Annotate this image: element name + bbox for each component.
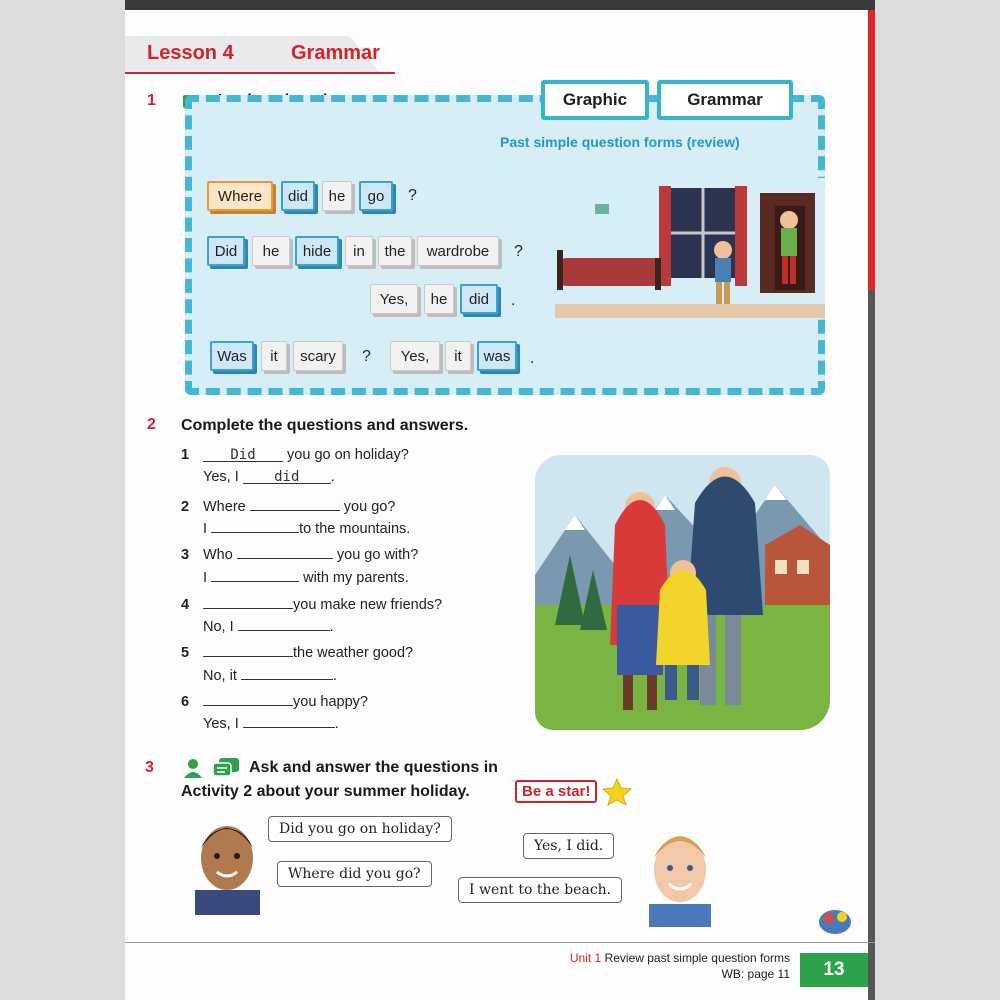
bedroom-illustration — [555, 178, 825, 318]
speech-bubble: Did you go on holiday? — [268, 816, 452, 842]
word-block: in — [345, 236, 373, 266]
grammar-subtitle: Past simple question forms (review) — [500, 134, 740, 150]
word-block: Where — [207, 181, 273, 211]
item-number: 1 — [181, 447, 190, 463]
answer-text: Yes, I — [203, 469, 239, 485]
speech-bubble: Yes, I did. — [523, 833, 614, 859]
question-mark: ? — [514, 243, 523, 260]
answer-text: I — [203, 570, 208, 586]
word-block: it — [261, 341, 287, 371]
question-text: the weather good? — [293, 645, 414, 661]
question-text: you go? — [343, 499, 396, 515]
answer-end: . — [330, 469, 335, 485]
question-text: Who — [203, 547, 233, 563]
ex1-number: 1 — [147, 92, 156, 109]
edge-tab-gray — [868, 290, 875, 1000]
answer-line — [203, 616, 334, 635]
lesson-number: Lesson 4 — [147, 42, 234, 64]
page-number: 13 — [800, 953, 868, 987]
footer-rule — [125, 942, 875, 943]
star-icon — [602, 778, 632, 806]
footer-workbook-ref: WB: page 11 — [721, 967, 790, 981]
footer-topic: Review past simple question forms — [604, 951, 790, 965]
ex3-instruction-line1: Ask and answer the questions in — [249, 759, 498, 776]
tab-graphic: Graphic — [541, 80, 649, 120]
item-number: 2 — [181, 499, 190, 515]
answer-blank[interactable] — [211, 567, 299, 582]
question-line — [181, 691, 368, 710]
word-block: did — [281, 181, 315, 211]
question-text: you go with? — [336, 547, 419, 563]
word-block: he — [424, 284, 454, 314]
answer-blank[interactable] — [250, 496, 340, 511]
top-bar — [125, 0, 875, 10]
ex2-number: 2 — [147, 416, 156, 433]
speaking-icon — [213, 758, 241, 780]
answer-text: I — [203, 521, 208, 537]
word-block: the — [378, 236, 412, 266]
word-block: Yes, — [390, 341, 440, 371]
question-line — [181, 642, 413, 661]
answer-blank[interactable] — [203, 642, 293, 657]
edge-tab-red — [868, 10, 875, 290]
tab-grammar: Grammar — [657, 80, 793, 120]
answer-blank[interactable] — [237, 544, 333, 559]
word-block: he — [322, 181, 352, 211]
question-mark: ? — [362, 348, 371, 365]
answer-text: . — [332, 668, 337, 684]
question-line — [181, 544, 418, 563]
question-text: you make new friends? — [293, 597, 443, 613]
answer-line — [203, 469, 335, 485]
answer-text: No, it — [203, 668, 237, 684]
answer-blank[interactable] — [203, 594, 293, 609]
question-mark: ? — [408, 187, 417, 204]
ex3-number: 3 — [145, 759, 154, 776]
word-block: it — [445, 341, 471, 371]
answer-blank[interactable] — [238, 616, 330, 631]
answer-text: Yes, I — [203, 716, 239, 732]
header-rule — [125, 72, 395, 74]
word-block: Was — [210, 341, 254, 371]
be-a-star-badge: Be a star! — [515, 780, 597, 803]
question-text: you happy? — [293, 694, 368, 710]
answer-text: . — [329, 619, 334, 635]
word-block: he — [252, 236, 290, 266]
answer-line — [203, 665, 337, 684]
word-block: was — [477, 341, 517, 371]
pair-work-icon — [183, 758, 203, 778]
speech-bubble: Where did you go? — [277, 861, 432, 887]
speech-bubble: I went to the beach. — [458, 877, 622, 903]
full-stop: . — [530, 350, 535, 367]
question-text: you go on holiday? — [287, 447, 409, 463]
answer-text: No, I — [203, 619, 234, 635]
answer-text: to the mountains. — [299, 521, 411, 537]
answer-blank[interactable] — [243, 713, 335, 728]
question-text: Where — [203, 499, 246, 515]
item-number: 5 — [181, 645, 190, 661]
ex3-instruction-line2: Activity 2 about your summer holiday. — [181, 783, 470, 800]
answer-blank[interactable]: did — [243, 469, 331, 484]
answer-blank[interactable]: Did — [203, 447, 283, 462]
answer-blank[interactable] — [241, 665, 333, 680]
answer-line — [203, 713, 339, 732]
answer-line — [203, 567, 409, 586]
family-mountains-illustration — [535, 455, 830, 730]
item-number: 3 — [181, 547, 190, 563]
question-line — [181, 447, 409, 463]
question-line — [181, 496, 395, 515]
word-block: did — [460, 284, 498, 314]
word-block: Yes, — [370, 284, 418, 314]
boy-photo-right — [637, 822, 722, 927]
answer-text: with my parents. — [303, 570, 409, 586]
full-stop: . — [511, 292, 516, 309]
answer-line — [203, 518, 410, 537]
footer-text — [570, 950, 790, 982]
answer-blank[interactable] — [211, 518, 299, 533]
word-block: go — [359, 181, 393, 211]
answer-blank[interactable] — [203, 691, 293, 706]
item-number: 6 — [181, 694, 190, 710]
answer-text: . — [334, 716, 339, 732]
question-line — [181, 594, 442, 613]
item-number: 4 — [181, 597, 190, 613]
word-block: Did — [207, 236, 245, 266]
word-block: wardrobe — [417, 236, 499, 266]
word-block: hide — [295, 236, 339, 266]
mascot-icon — [815, 902, 855, 936]
boy-photo-left — [185, 810, 270, 915]
textbook-page — [125, 0, 875, 1000]
footer-unit: Unit 1 — [569, 951, 602, 965]
word-block: scary — [293, 341, 343, 371]
ex2-instruction: Complete the questions and answers. — [181, 417, 469, 434]
lesson-title: Grammar — [291, 42, 380, 64]
